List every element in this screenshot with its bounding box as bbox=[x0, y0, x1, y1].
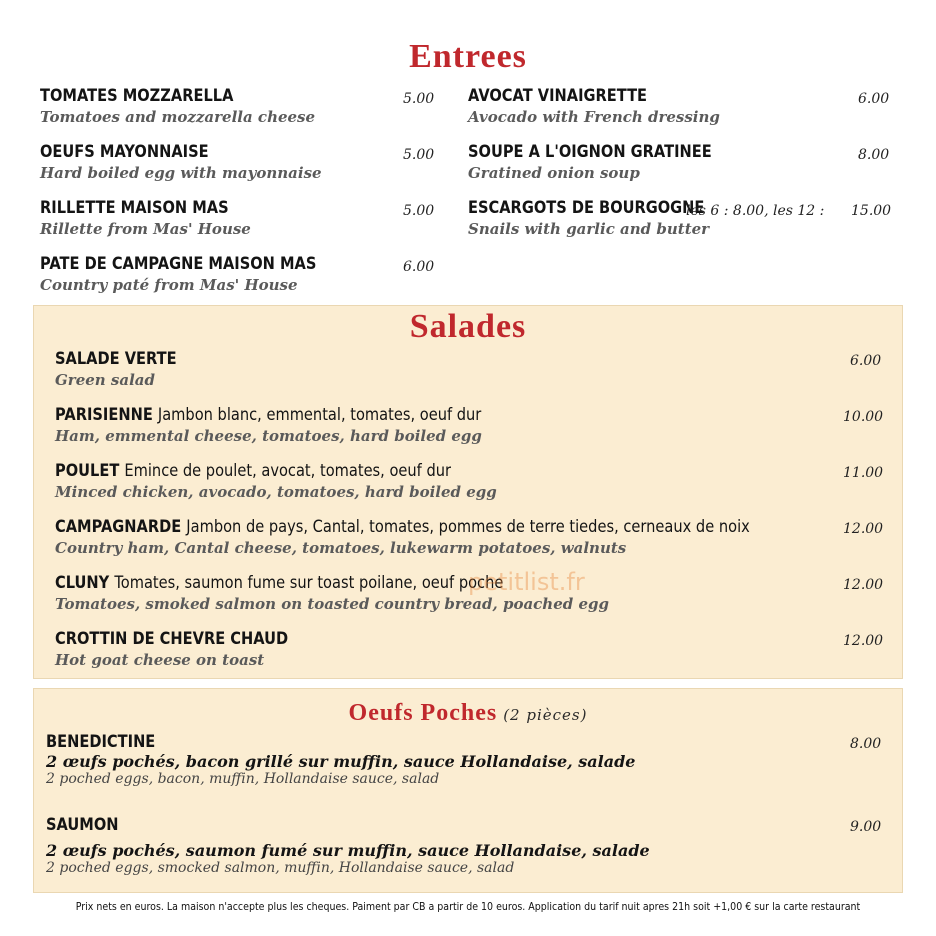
footer-note: Prix nets en euros. La maison n'accepte plus les cheques. Paiment par CB a partir de 10 euros. Application du tarif nuit apres 21h soit +1,00 € sur la carte restaurant bbox=[75, 900, 861, 913]
price: 10.00 bbox=[843, 409, 884, 425]
oeufs-title: Oeufs Poches (2 pièces) bbox=[348, 700, 588, 726]
entrees-title: Entrees bbox=[409, 38, 527, 75]
price: 11.00 bbox=[843, 465, 884, 481]
price: 5.00 bbox=[403, 147, 435, 163]
price: 15.00 bbox=[851, 203, 892, 219]
menu-item: PARISIENNE Jambon blanc, emmental, tomates, oeuf dur Ham, emmental cheese, tomatoes, hard boiled egg bbox=[55, 405, 482, 445]
menu-item: ESCARGOTS DE BOURGOGNE Snails with garlic and butter bbox=[468, 198, 710, 238]
menu-item: RILLETTE MAISON MAS Rillette from Mas' House bbox=[40, 198, 251, 238]
menu-item: TOMATES MOZZARELLA Tomatoes and mozzarella cheese bbox=[40, 86, 316, 126]
price: 6.00 bbox=[850, 353, 882, 369]
watermark: petitlist.fr bbox=[468, 568, 585, 596]
price-options: les 6 : 8.00, les 12 : bbox=[686, 203, 825, 219]
menu-item: SOUPE A L'OIGNON GRATINEE Gratined onion soup bbox=[468, 142, 712, 182]
price: 8.00 bbox=[858, 147, 890, 163]
menu-item: CAMPAGNARDE Jambon de pays, Cantal, tomates, pommes de terre tiedes, cerneaux de noix Country ham, Cantal cheese, tomatoes, lukewarm potatoes, walnuts bbox=[55, 517, 750, 557]
menu-item: POULET Emince de poulet, avocat, tomates, oeuf dur Minced chicken, avocado, tomatoes, hard boiled egg bbox=[55, 461, 497, 501]
menu-item: BENEDICTINE 2 œufs pochés, bacon grillé sur muffin, sauce Hollandaise, salade 2 poched eggs, bacon, muffin, Hollandaise sauce, salad bbox=[46, 732, 636, 787]
price: 12.00 bbox=[843, 633, 884, 649]
price: 12.00 bbox=[843, 577, 884, 593]
item-name: ESCARGOTS DE BOURGOGNE bbox=[468, 198, 705, 218]
price: 5.00 bbox=[403, 91, 435, 107]
menu-item: CROTTIN DE CHEVRE CHAUD Hot goat cheese on toast bbox=[55, 629, 289, 669]
menu-item: OEUFS MAYONNAISE Hard boiled egg with mayonnaise bbox=[40, 142, 322, 182]
menu-item: SALADE VERTE Green salad bbox=[55, 349, 177, 389]
price: 12.00 bbox=[843, 521, 884, 537]
price: 8.00 bbox=[850, 736, 882, 752]
menu-item: AVOCAT VINAIGRETTE Avocado with French dressing bbox=[468, 86, 720, 126]
price: 9.00 bbox=[850, 819, 882, 835]
salades-title: Salades bbox=[409, 308, 527, 345]
price: 6.00 bbox=[858, 91, 890, 107]
price: 5.00 bbox=[403, 203, 435, 219]
price: 6.00 bbox=[403, 259, 435, 275]
menu-item: PATE DE CAMPAGNE MAISON MAS Country paté from Mas' House bbox=[40, 254, 317, 294]
menu-item: CLUNY Tomates, saumon fume sur toast poilane, oeuf poche Tomatoes, smoked salmon on toasted country bread, poached egg bbox=[55, 573, 609, 613]
menu-item: SAUMON 2 œufs pochés, saumon fumé sur muffin, sauce Hollandaise, salade 2 poched eggs, smocked salmon, muffin, Hollandaise sauce, salad bbox=[46, 815, 650, 876]
